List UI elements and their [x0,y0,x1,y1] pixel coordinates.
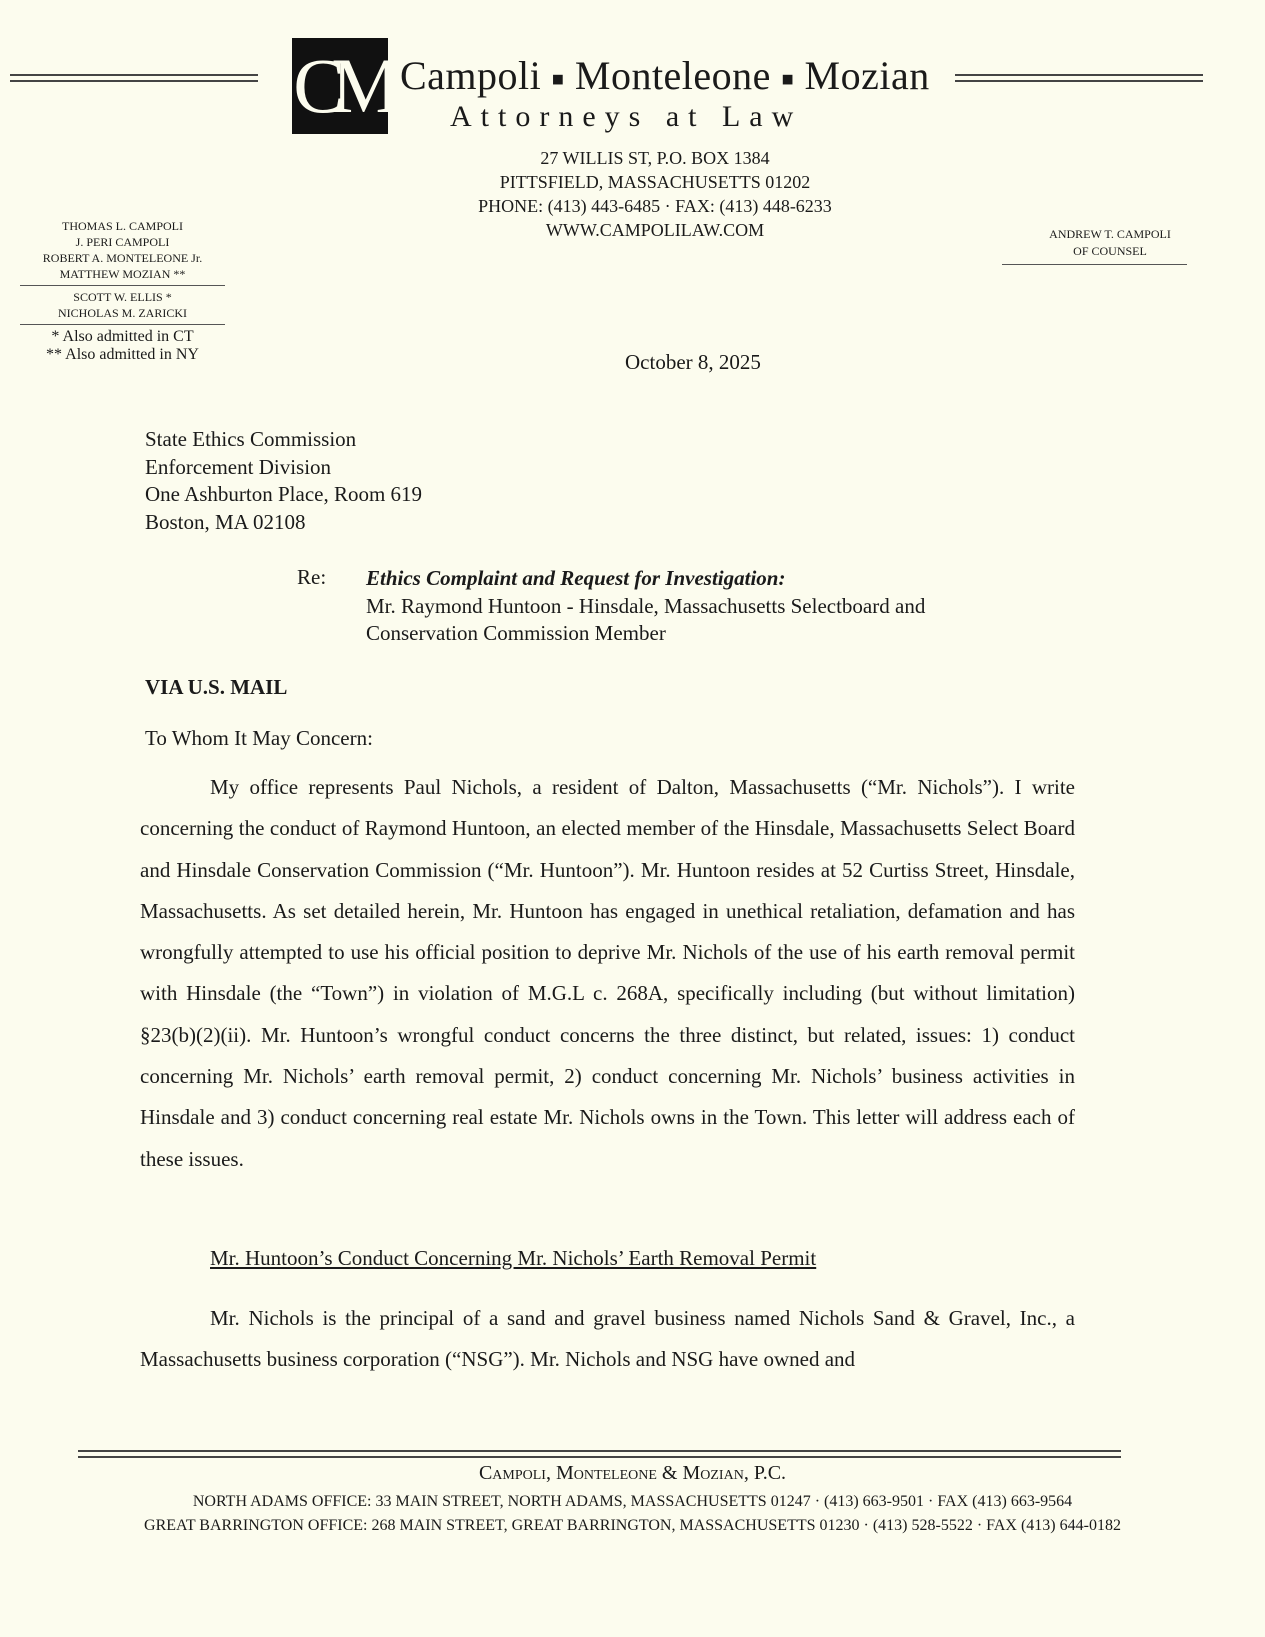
firm-tagline: Attorneys at Law [450,100,803,133]
firm-logo: CM [292,38,388,134]
website-link: WWW.CAMPOLILAW.COM [545,220,765,240]
body-paragraph: Mr. Nichols is the principal of a sand and gravel business named Nichols Sand & Gravel, Inc., a Massachusetts business corporation (“NSG”). Mr. Nichols and NSG have owned and [140,1306,1075,1372]
subject-line: Mr. Raymond Huntoon - Hinsdale, Massachusetts Selectboard and [366,593,926,618]
recipient-address [145,426,422,536]
subject-block [366,565,925,648]
recipient-line: Boston, MA 02108 [145,509,306,534]
recipient-line: Enforcement Division [145,454,332,479]
subject-line: Conservation Commission Member [366,621,666,645]
footer-office-line: GREAT BARRINGTON OFFICE: 268 MAIN STREET, GREAT BARRINGTON, MASSACHUSETTS 01230 · (413) 528-5522 · FAX (413) 644-0182 [144,1517,1121,1534]
admission-note: ** Also admitted in NY [46,346,199,363]
attorney-name: J. PERI CAMPOLI [75,235,170,249]
letter-date: October 8, 2025 [625,350,761,374]
firm-name-part: Monteleone [574,53,771,98]
re-label: Re: [297,565,327,589]
footer-office-line: NORTH ADAMS OFFICE: 33 MAIN STREET, NORTH ADAMS, MASSACHUSETTS 01247 · (413) 663-9501 · FAX (413) 663-9564 [192,1493,1073,1510]
divider [20,285,225,286]
subject-title: Ethics Complaint and Request for Investigation: [366,566,786,590]
address-line: PITTSFIELD, MASSACHUSETTS 01202 [499,172,811,192]
firm-address [430,146,880,242]
recipient-line: One Ashburton Place, Room 619 [145,482,423,506]
footer-rule [78,1450,1121,1458]
section-heading: Mr. Huntoon’s Conduct Concerning Mr. Nichols’ Earth Removal Permit [210,1246,817,1270]
body-paragraph: My office represents Paul Nichols, a resident of Dalton, Massachusetts (“Mr. Nichols”). I write concerning the conduct of Raymond Huntoon, an elected member of the Hinsdale, Massachusetts Select Board and Hinsdale Conservation Commission (“Mr. Huntoon”). Mr. Huntoon resides at 52 Curtiss Street, Hinsdale, Massachusetts. As set detailed herein, Mr. Huntoon has engaged in unethical retaliation, defamation and has wrongfully attempted to use his official position to deprive Mr. Nichols of the use of his earth removal permit with Hinsdale (the “Town”) in violation of M.G.L c. 268A, specifically including (but without limitation) §23(b)(2)(ii). Mr. Huntoon’s wrongful conduct concerns the three distinct, but related, issues: 1) conduct concerning Mr. Nichols’ earth removal permit, 2) conduct concerning Mr. Nichols’ business activities in Hinsdale and 3) conduct concerning real estate Mr. Nichols owns in the Town. This letter will address each of these issues. [140,775,1075,1171]
header-rule-right [955,74,1203,82]
attorney-name: THOMAS L. CAMPOLI [61,219,183,233]
attorney-name: SCOTT W. ELLIS * [73,290,172,304]
admission-note: * Also admitted in CT [51,328,194,345]
separator-icon: ■ [551,68,565,91]
firm-name-part: Mozian [804,53,930,98]
attorney-name: ROBERT A. MONTELEONE Jr. [42,251,203,265]
attorney-list [20,218,225,364]
separator-icon: ■ [781,68,795,91]
divider [20,324,225,325]
divider [1002,264,1187,265]
salutation: To Whom It May Concern: [145,726,373,750]
delivery-method: VIA U.S. MAIL [145,675,288,699]
attorney-name: NICHOLAS M. ZARICKI [58,306,187,320]
header-rule-left [10,74,258,82]
recipient-line: State Ethics Commission [145,427,357,451]
firm-name [400,52,930,99]
address-line: 27 WILLIS ST, P.O. BOX 1384 [540,148,770,168]
attorney-title: OF COUNSEL [1073,244,1147,258]
footer-firm-name: Campoli, Monteleone & Mozian, P.C. [478,1462,787,1484]
phone-fax-line: PHONE: (413) 443-6485 · FAX: (413) 448-6233 [478,196,832,216]
attorney-name: ANDREW T. CAMPOLI [1049,227,1171,241]
attorney-name: MATTHEW MOZIAN ** [59,267,186,281]
firm-name-part: Campoli [400,53,542,98]
of-counsel [1035,226,1185,260]
